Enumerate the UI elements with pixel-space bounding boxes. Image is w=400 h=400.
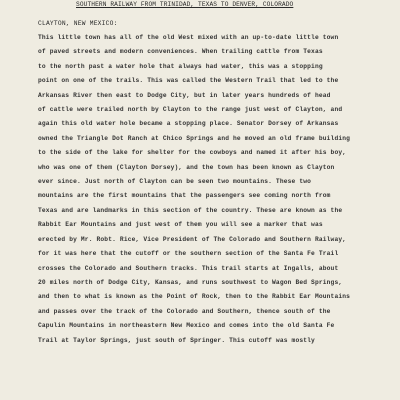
text-line: to the north past a water hole that always had water, this was a stopping xyxy=(38,62,323,70)
text-line: Rabbit Ear Mountains and just west of them you will see a marker that was xyxy=(38,221,323,229)
document-header: SOUTHERN RAILWAY FROM TRINIDAD, TEXAS TO DENVER, COLORADO xyxy=(76,1,294,8)
text-line: Capulin Mountains in northeastern New Mexico and comes into the old Santa Fe xyxy=(38,322,335,330)
text-line: owned the Triangle Dot Ranch at Chico Springs and he moved an old frame building xyxy=(38,134,351,142)
text-line: Trail at Taylor Springs, just south of Springer. This cutoff was mostly xyxy=(38,336,315,344)
text-line: ever since. Just north of Clayton can be seen two mountains. These two xyxy=(38,178,312,186)
text-line: mountains are the first mountains that the passengers see coming north from xyxy=(38,192,331,200)
text-line: 20 miles north of Dodge City, Kansas, and runs southwest to Wagon Bed Springs, xyxy=(38,278,343,286)
text-line: to the side of the lake for shelter for the cowboys and named it after his boy, xyxy=(38,149,347,157)
place-heading: CLAYTON, NEW MEXICO: xyxy=(38,20,118,27)
text-line: for it was here that the cutoff or the southern section of the Santa Fe Trail xyxy=(38,250,339,258)
text-line: Texas and are landmarks in this section of the country. These are known as the xyxy=(38,206,343,214)
text-line: point on one of the trails. This was called the Western Trail that led to the xyxy=(38,77,339,85)
text-line: again this old water hole became a stopping place. Senator Dorsey of Arkansas xyxy=(38,120,339,128)
document-body xyxy=(38,31,378,348)
text-line: of cattle were trailed north by Clayton to the range just west of Clayton, and xyxy=(38,106,343,114)
text-line: and passes over the track of the Colorado and Southern, thence south of the xyxy=(38,307,331,315)
text-line: crosses the Colorado and Southern tracks. This trail starts at Ingalls, about xyxy=(38,264,339,272)
text-line: erected by Mr. Robt. Rice, Vice President of The Colorado and Southern Railway, xyxy=(38,235,347,243)
text-line: of paved streets and modern conveniences. When trailing cattle from Texas xyxy=(38,48,323,56)
text-line: Arkansas River then east to Dodge City, but in later years hundreds of head xyxy=(38,91,331,99)
text-line: who was one of them (Clayton Dorsey), and the town has been known as Clayton xyxy=(38,163,335,171)
text-line: This little town has all of the old West mixed with an up-to-date little town xyxy=(38,34,339,41)
text-line: and then to what is known as the Point of Rock, then to the Rabbit Ear Mountains xyxy=(38,293,351,301)
